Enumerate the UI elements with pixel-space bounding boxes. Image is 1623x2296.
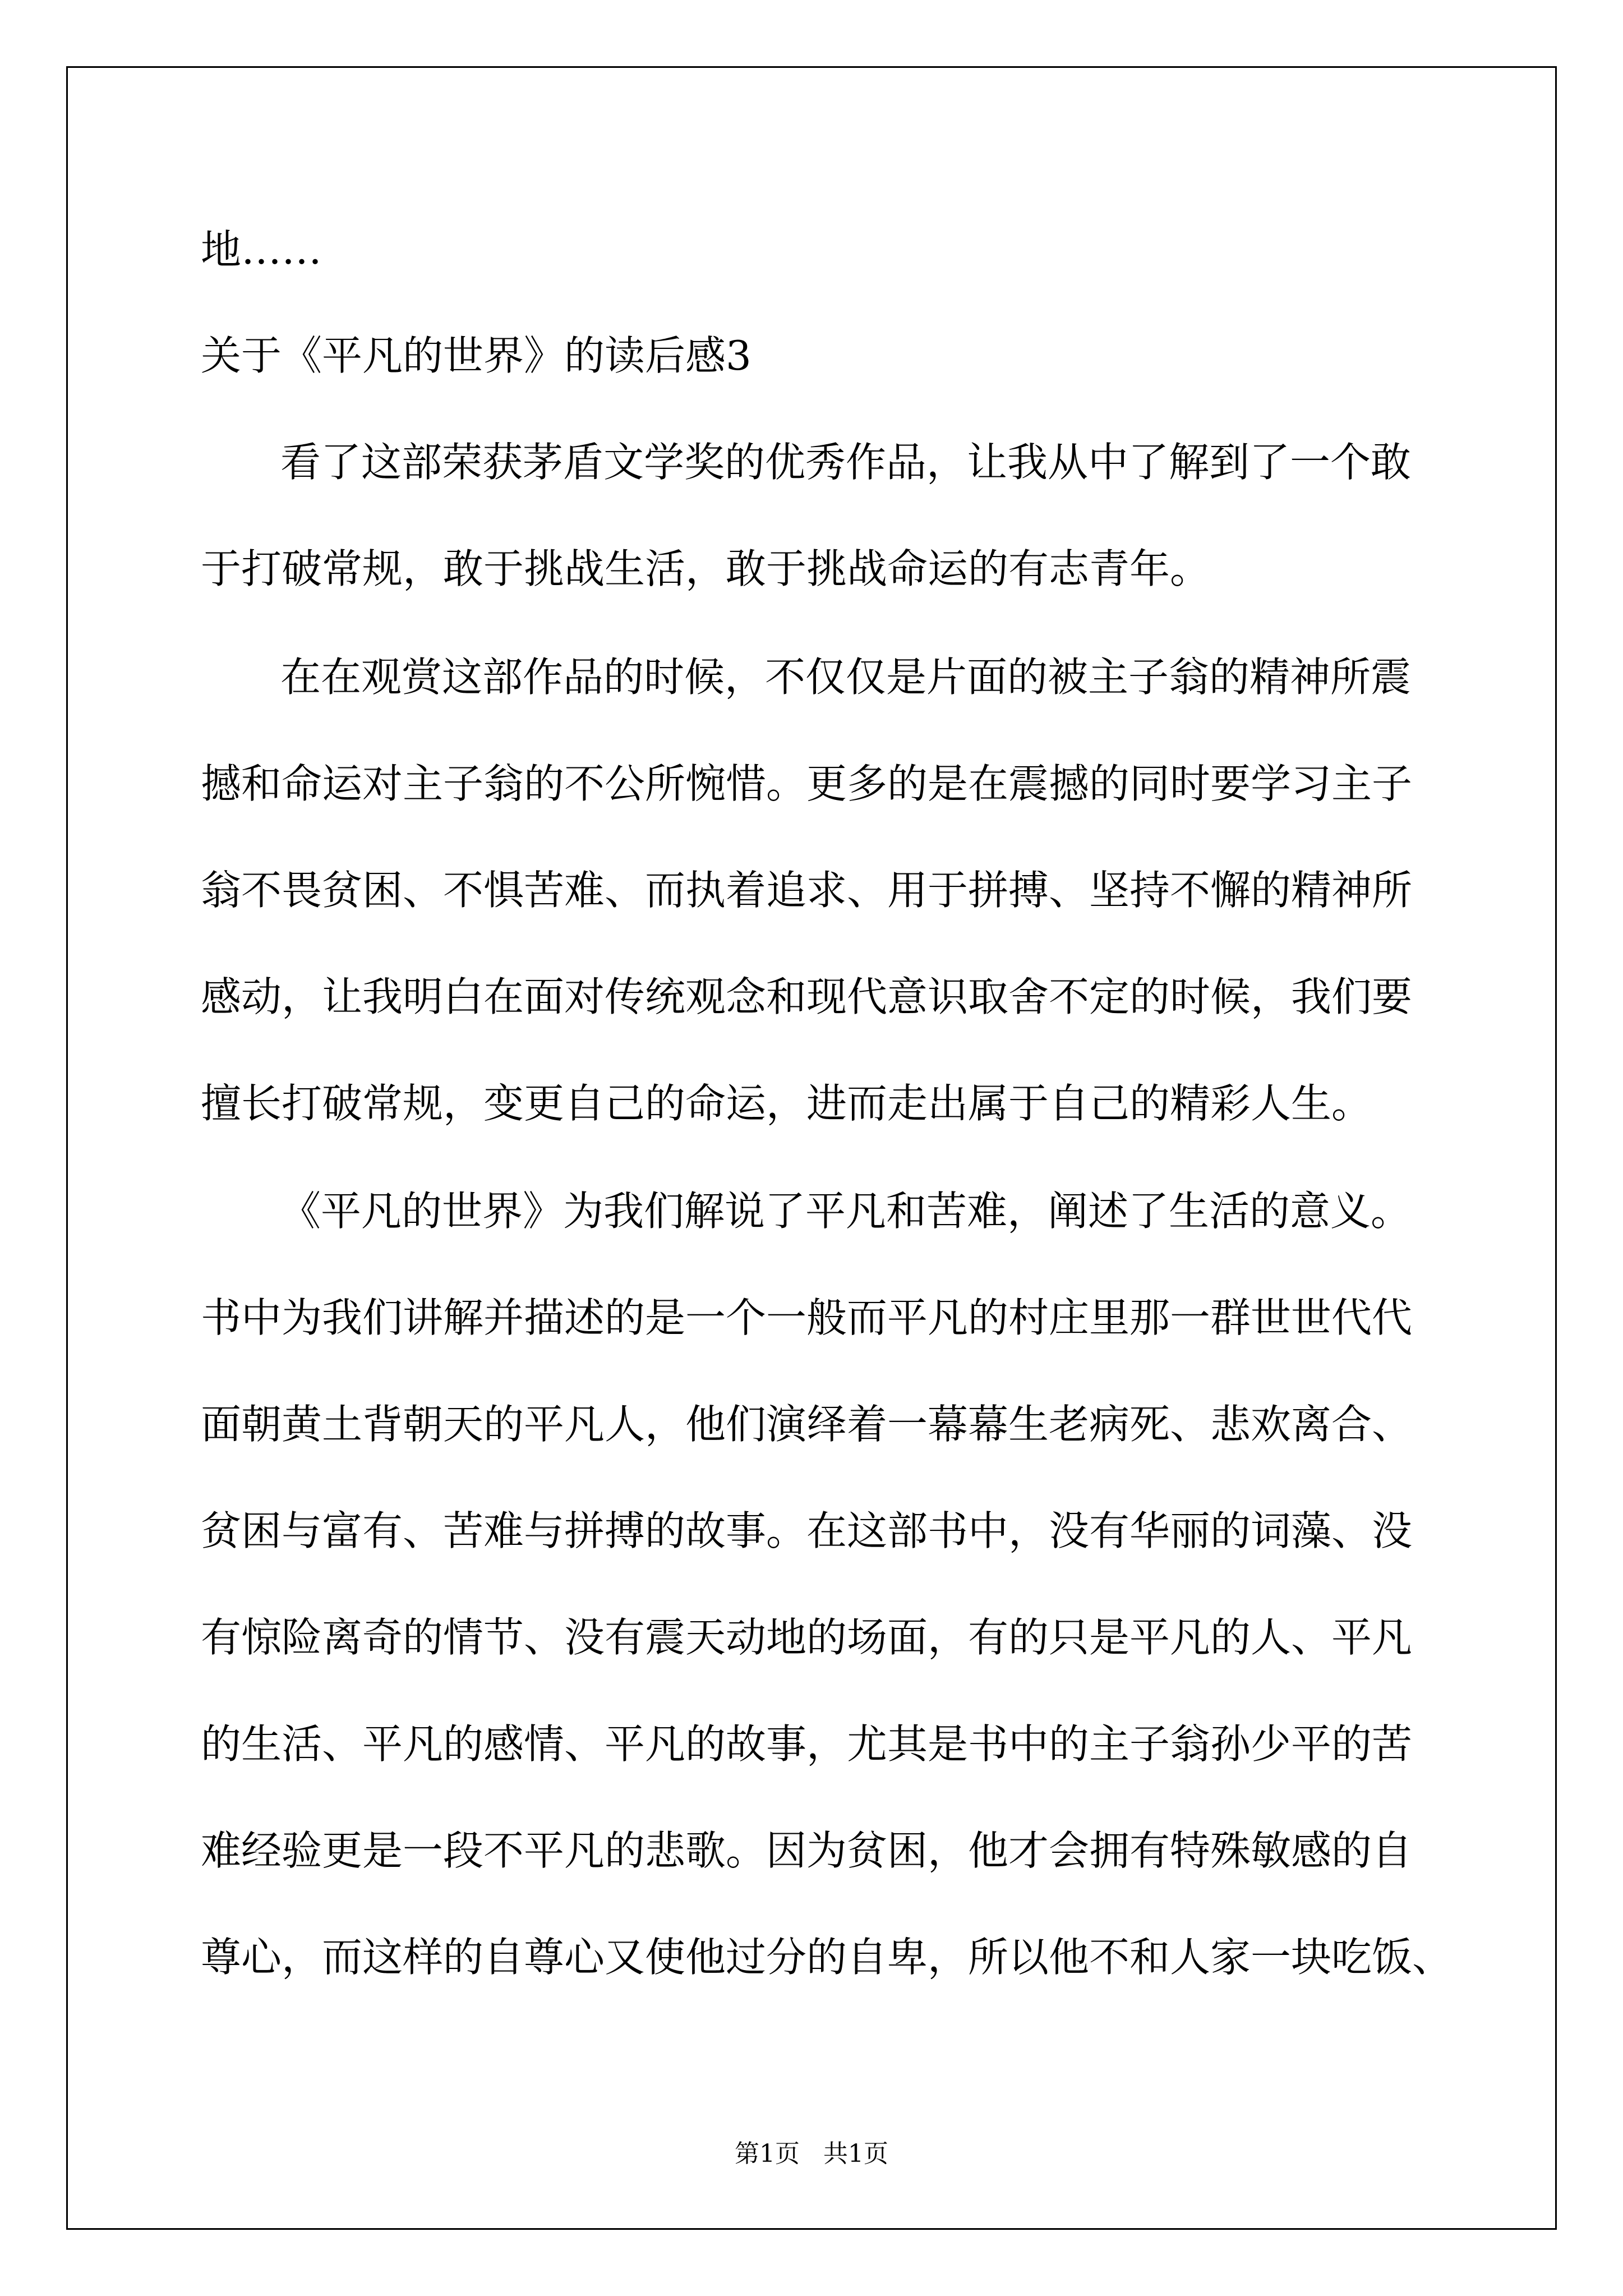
paragraph-2-line-4: 感动，让我明白在面对传统观念和现代意识取舍不定的时候，我们要 [201, 973, 1413, 1020]
paragraph-3-line-4: 贫困与富有、苦难与拼搏的故事。在这部书中，没有华丽的词藻、没 [201, 1507, 1413, 1554]
paragraph-2-line-3: 翁不畏贫困、不惧苦难、而执着追求、用于拼搏、坚持不懈的精神所 [201, 867, 1413, 914]
section-heading: 关于《平凡的世界》的读后感3 [201, 332, 751, 379]
paragraph-3-line-2: 书中为我们讲解并描述的是一个一般而平凡的村庄里那一群世世代代 [201, 1294, 1413, 1341]
page-number-label: 第1页 [735, 2139, 800, 2168]
page-total-label: 共1页 [823, 2139, 888, 2168]
paragraph-1-line-1: 看了这部荣获茅盾文学奖的优秀作品，让我从中了解到了一个敢 [280, 439, 1412, 486]
page-footer [0, 2137, 1623, 2171]
text-line-continuation: 地…… [201, 226, 322, 273]
paragraph-2-line-1: 在在观赏这部作品的时候，不仅仅是片面的被主子翁的精神所震 [280, 654, 1412, 701]
paragraph-3-line-5: 有惊险离奇的情节、没有震天动地的场面，有的只是平凡的人、平凡 [201, 1614, 1413, 1661]
paragraph-2-line-2: 撼和命运对主子翁的不公所惋惜。更多的是在震撼的同时要学习主子 [201, 760, 1413, 807]
paragraph-3-line-7: 难经验更是一段不平凡的悲歌。因为贫困，他才会拥有特殊敏感的自 [201, 1827, 1413, 1874]
paragraph-3-line-1: 《平凡的世界》为我们解说了平凡和苦难，阐述了生活的意义。 [280, 1188, 1412, 1235]
page-border [66, 66, 1557, 2230]
paragraph-3-line-6: 的生活、平凡的感情、平凡的故事，尤其是书中的主子翁孙少平的苦 [201, 1720, 1413, 1768]
paragraph-3-line-8: 尊心，而这样的自尊心又使他过分的自卑，所以他不和人家一块吃饭、 [201, 1934, 1453, 1981]
paragraph-1-line-2: 于打破常规，敢于挑战生活，敢于挑战命运的有志青年。 [201, 545, 1211, 592]
paragraph-2-line-5: 擅长打破常规，变更自己的命运，进而走出属于自己的精彩人生。 [201, 1080, 1372, 1127]
paragraph-3-line-3: 面朝黄土背朝天的平凡人，他们演绎着一幕幕生老病死、悲欢离合、 [201, 1401, 1413, 1448]
